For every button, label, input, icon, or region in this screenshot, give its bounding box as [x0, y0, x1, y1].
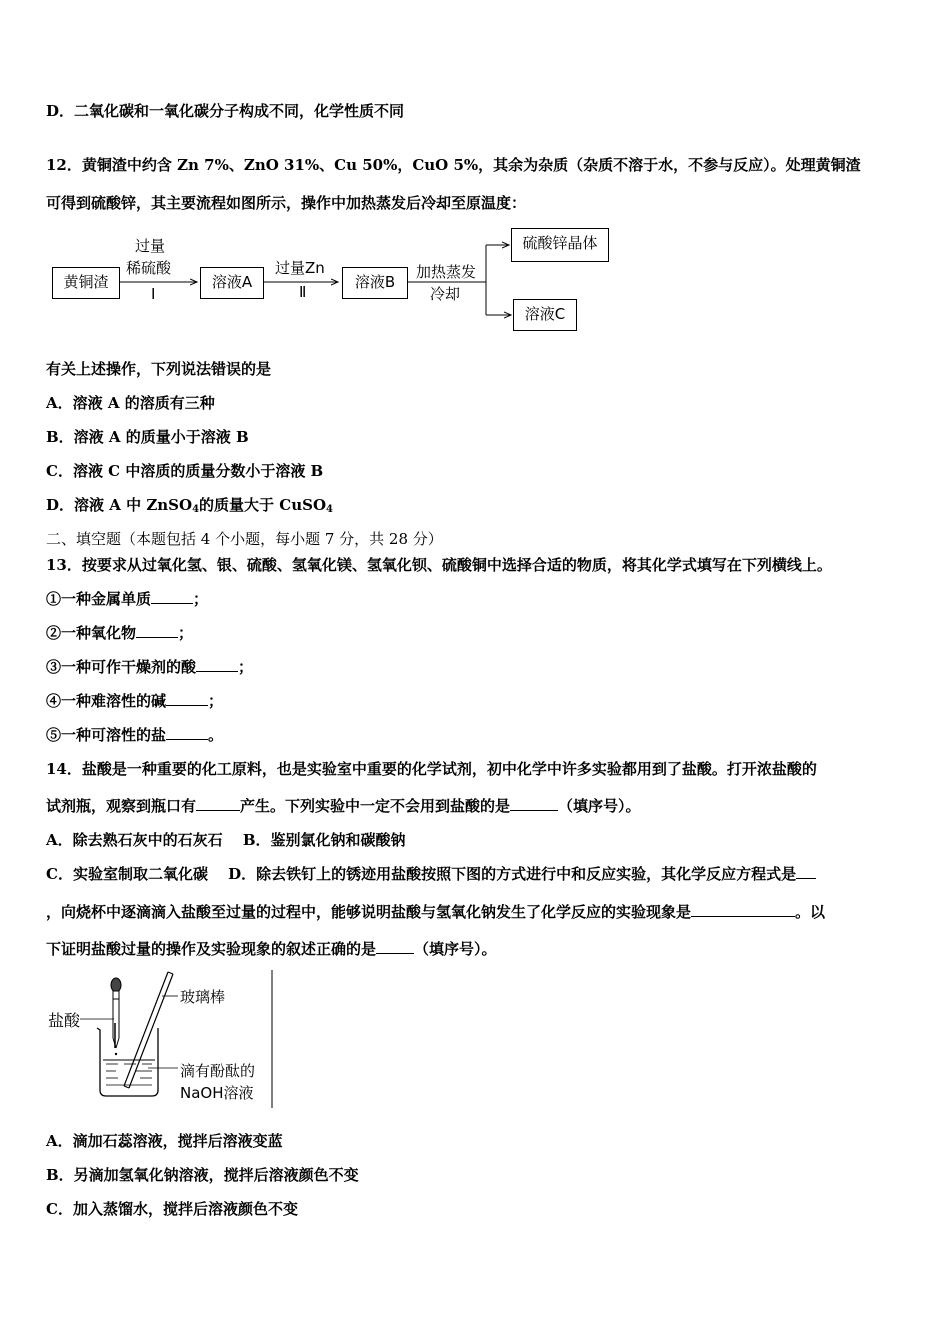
step1-bot-label: Ⅰ: [151, 285, 156, 303]
q14-line2-text3: （填序号）。: [558, 797, 641, 815]
q13-item-5: [46, 725, 223, 745]
solution-label-2: NaOH溶液: [180, 1084, 254, 1102]
q12-option-b: B．溶液 A 的质量小于溶液 B: [46, 428, 249, 446]
step2-bot-label: Ⅱ: [299, 283, 307, 301]
q13-item-4-end: ；: [208, 692, 224, 710]
q14-line5-text2: （填序号）。: [414, 940, 497, 958]
q14-blank-phenomenon[interactable]: [196, 796, 240, 811]
q13-item-1-end: ；: [193, 590, 209, 608]
box-brass-slag: 黄铜渣: [52, 267, 120, 299]
q13-item-3-end: ；: [238, 658, 254, 676]
q13-item-5-end: 。: [208, 726, 224, 744]
section-2-heading: 二、填空题（本题包括 4 个小题，每小题 7 分，共 28 分）: [46, 530, 443, 548]
q14-stem-line1: 14．盐酸是一种重要的化工原料，也是实验室中重要的化学试剂，初中化学中许多实验都用到了盐酸。打开浓盐酸的: [46, 760, 817, 778]
q14-blank-proof[interactable]: [376, 939, 414, 954]
q14-cd-text: C．实验室制取二氧化碳 D．除去铁钉上的锈迹用盐酸按照下图的方式进行中和反应实验，其化学反应方程式是: [46, 865, 797, 883]
q14-option-b: B．另滴加氢氧化钠溶液，搅拌后溶液颜色不变: [46, 1166, 359, 1184]
q14-line5-text1: 下证明盐酸过量的操作及实验现象的叙述正确的是: [46, 940, 377, 958]
q13-item-2-text: ②一种氧化物: [46, 624, 137, 642]
q14-options-cd: [46, 864, 816, 884]
q12-question: 有关上述操作，下列说法错误的是: [46, 360, 272, 378]
q13-item-4-text: ④一种难溶性的碱: [46, 692, 167, 710]
q13-stem: 13．按要求从过氧化氢、银、硫酸、氢氧化镁、氢氧化钡、硫酸铜中选择合适的物质，将其化学式填写在下列横线上。: [46, 556, 832, 574]
box-solution-a: 溶液A: [200, 267, 264, 299]
box-zinc-sulfate-crystal: 硫酸锌晶体: [511, 228, 609, 262]
q13-blank-2[interactable]: [136, 623, 178, 638]
step2-top-label: 过量Zn: [275, 259, 325, 277]
q14-blank-equation[interactable]: [796, 864, 816, 879]
flow-diagram: [0, 225, 950, 335]
q12-option-d: [46, 495, 333, 520]
q14-line4-text1: ，向烧杯中逐滴滴入盐酸至过量的过程中，能够说明盐酸与氢氧化钠发生了化学反应的实验现象是: [46, 903, 692, 921]
q13-blank-3[interactable]: [196, 657, 238, 672]
step1-mid-label: 稀硫酸: [126, 259, 172, 277]
q14-option-c: C．加入蒸馏水，搅拌后溶液颜色不变: [46, 1200, 298, 1218]
q12-d-sub1: 4: [192, 504, 200, 515]
q13-item-2: [46, 623, 193, 643]
q12-option-a: A．溶液 A 的溶质有三种: [46, 394, 215, 412]
solution-label-1: 滴有酚酞的: [180, 1062, 256, 1080]
q12-d-text1: D．溶液 A 中 ZnSO: [46, 496, 193, 514]
neutralization-apparatus: [44, 968, 276, 1110]
glass-rod-label: 玻璃棒: [180, 988, 226, 1006]
box-solution-c: 溶液C: [513, 299, 577, 331]
q14-stem-line4: [46, 902, 825, 922]
q12-option-c: C．溶液 C 中溶质的质量分数小于溶液 B: [46, 462, 324, 480]
q12-d-text2: 的质量大于 CuSO: [199, 496, 327, 514]
q13-item-3-text: ③一种可作干燥剂的酸: [46, 658, 197, 676]
step3-bot-label: 冷却: [430, 285, 461, 303]
q13-blank-4[interactable]: [166, 691, 208, 706]
q13-item-5-text: ⑤一种可溶性的盐: [46, 726, 167, 744]
q14-blank-choice[interactable]: [510, 796, 558, 811]
q11-option-d: D．二氧化碳和一氧化碳分子构成不同，化学性质不同: [46, 102, 405, 120]
q14-line4-text2: 。以: [795, 903, 826, 921]
q14-line2-text2: 产生。下列实验中一定不会用到盐酸的是: [240, 797, 511, 815]
q13-blank-1[interactable]: [151, 589, 193, 604]
q14-blank-observation[interactable]: [691, 902, 795, 917]
q13-item-2-end: ；: [178, 624, 194, 642]
q14-option-a: A．滴加石蕊溶液，搅拌后溶液变蓝: [46, 1132, 283, 1150]
q14-options-ab: A．除去熟石灰中的石灰石 B．鉴别氯化钠和碳酸钠: [46, 831, 406, 849]
q13-blank-5[interactable]: [166, 725, 208, 740]
q14-line2-text1: 试剂瓶，观察到瓶口有: [46, 797, 197, 815]
q13-item-1-text: ①一种金属单质: [46, 590, 152, 608]
q13-item-4: [46, 691, 223, 711]
q13-item-3: [46, 657, 253, 677]
box-solution-b: 溶液B: [342, 267, 408, 299]
step3-top-label: 加热蒸发: [416, 263, 477, 281]
q12-stem-line1: 12．黄铜渣中约含 Zn 7%、ZnO 31%、Cu 50%，CuO 5%，其余为杂质（杂质不溶于水，不参与反应）。处理黄铜渣: [46, 156, 861, 174]
q14-stem-line5: [46, 939, 497, 959]
q12-stem-line2: 可得到硫酸锌，其主要流程如图所示，操作中加热蒸发后冷却至原温度：: [46, 194, 527, 212]
acid-label: 盐酸: [48, 1011, 81, 1030]
step1-top-label: 过量: [135, 237, 166, 255]
q13-item-1: [46, 589, 208, 609]
q12-d-sub2: 4: [326, 504, 333, 515]
q14-stem-line2: [46, 796, 641, 816]
